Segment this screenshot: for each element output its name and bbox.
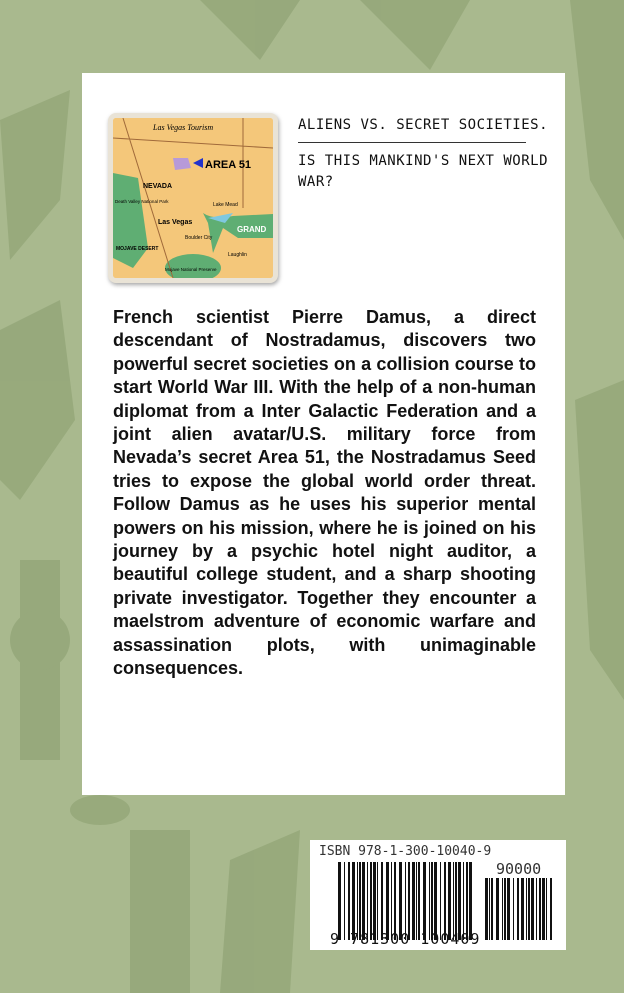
- barcode-bar: [416, 862, 417, 940]
- back-cover-panel: [82, 73, 565, 795]
- barcode-bar: [338, 862, 341, 940]
- map-label-nevada: NEVADA: [143, 183, 173, 190]
- barcode-bar: [357, 862, 358, 940]
- barcode-bar: [502, 878, 503, 940]
- map-label-las-vegas: Las Vegas: [158, 219, 193, 226]
- barcode-bar: [408, 862, 410, 940]
- map-label-mojave-preserve: Mojave National Preserve: [165, 267, 217, 272]
- barcode-bar: [359, 862, 361, 940]
- map-label-lake-mead: Lake Mead: [213, 202, 238, 208]
- barcode-bar: [381, 862, 383, 940]
- barcode-bar: [536, 878, 537, 940]
- map-label-grand: GRAND: [237, 225, 267, 234]
- barcode-bar: [394, 862, 396, 940]
- map-label-death-valley: Death Valley National Park: [115, 199, 169, 204]
- barcode-bar: [528, 878, 530, 940]
- barcode-bar: [352, 862, 355, 940]
- barcode-bar: [448, 862, 451, 940]
- barcode-bar: [440, 862, 441, 940]
- barcode-bar: [550, 878, 552, 940]
- barcode-digits: 9 781300 100409: [330, 930, 481, 948]
- tagline-divider: [298, 142, 526, 143]
- barcode-bar: [513, 878, 514, 940]
- barcode-bar: [412, 862, 415, 940]
- isbn-text: ISBN 978-1-300-10040-9: [319, 844, 492, 859]
- barcode-bar: [458, 862, 461, 940]
- area-51-map-image: [108, 113, 278, 283]
- barcode-bar: [526, 878, 527, 940]
- barcode-bar: [517, 878, 519, 940]
- barcode-bar: [531, 878, 534, 940]
- barcode-bar: [399, 862, 402, 940]
- barcode-bar: [507, 878, 510, 940]
- barcode-bar: [455, 862, 457, 940]
- barcode-bar: [367, 862, 368, 940]
- price-code: 90000: [496, 860, 542, 878]
- barcode-bar: [391, 862, 392, 940]
- barcode-bar: [539, 878, 541, 940]
- barcode-bar: [429, 862, 430, 940]
- map-label-laughlin: Laughlin: [228, 252, 247, 258]
- tagline: [298, 115, 553, 193]
- barcode-bar: [434, 862, 437, 940]
- barcode-bar: [463, 862, 464, 940]
- barcode-bar: [489, 878, 490, 940]
- barcode-bar: [386, 862, 389, 940]
- barcode-bar: [496, 878, 499, 940]
- book-blurb: French scientist Pierre Damus, a direct descendant of Nostradamus, discovers two powerful secret societies on a collision course to start World War III. With the help of a non-human diplomat from a Inter Galactic Federation and a joint alien avatar/U.S. military force from Nevada’s secret Area 51, the Nostradamus Seed tries to expose the global world order threat. Follow Damus as he uses his superior mental powers on his mission, where he is joined on his journey by a psychic hotel night auditor, a beautiful college student, and a sharp shooting private investigator. Together they encounter a maelstrom adventure of economic warfare and assassination plots, with unimaginable consequences.: [113, 307, 536, 679]
- barcode-bar: [370, 862, 372, 940]
- barcode-bar: [485, 878, 488, 940]
- tagline-line-2: IS THIS MANKIND'S NEXT WORLD WAR?: [298, 153, 549, 190]
- barcode-bar: [423, 862, 426, 940]
- isbn-barcode: [310, 840, 566, 950]
- barcode-bar: [491, 878, 493, 940]
- barcode-bar: [453, 862, 454, 940]
- barcode-bar: [405, 862, 406, 940]
- barcode-bar: [542, 878, 545, 940]
- barcode-bar: [469, 862, 472, 940]
- barcode-bar: [344, 862, 345, 940]
- barcode-bar: [521, 878, 524, 940]
- barcode-bar: [373, 862, 376, 940]
- barcode-bar: [546, 878, 547, 940]
- map-label-boulder-city: Boulder City: [185, 235, 213, 241]
- barcode-bar: [466, 862, 468, 940]
- map-label-area-51: AREA 51: [205, 159, 252, 171]
- barcode-bar: [348, 862, 350, 940]
- barcode-bar: [444, 862, 446, 940]
- barcode-bar: [362, 862, 365, 940]
- map-label-mojave-desert: MOJAVE DESERT: [116, 246, 159, 252]
- barcode-bar: [377, 862, 378, 940]
- barcode-bar: [431, 862, 433, 940]
- barcode-bar: [504, 878, 506, 940]
- tagline-line-1: ALIENS VS. SECRET SOCIETIES.: [298, 117, 549, 133]
- map-title: Las Vegas Tourism: [153, 123, 214, 132]
- barcode-bar: [418, 862, 420, 940]
